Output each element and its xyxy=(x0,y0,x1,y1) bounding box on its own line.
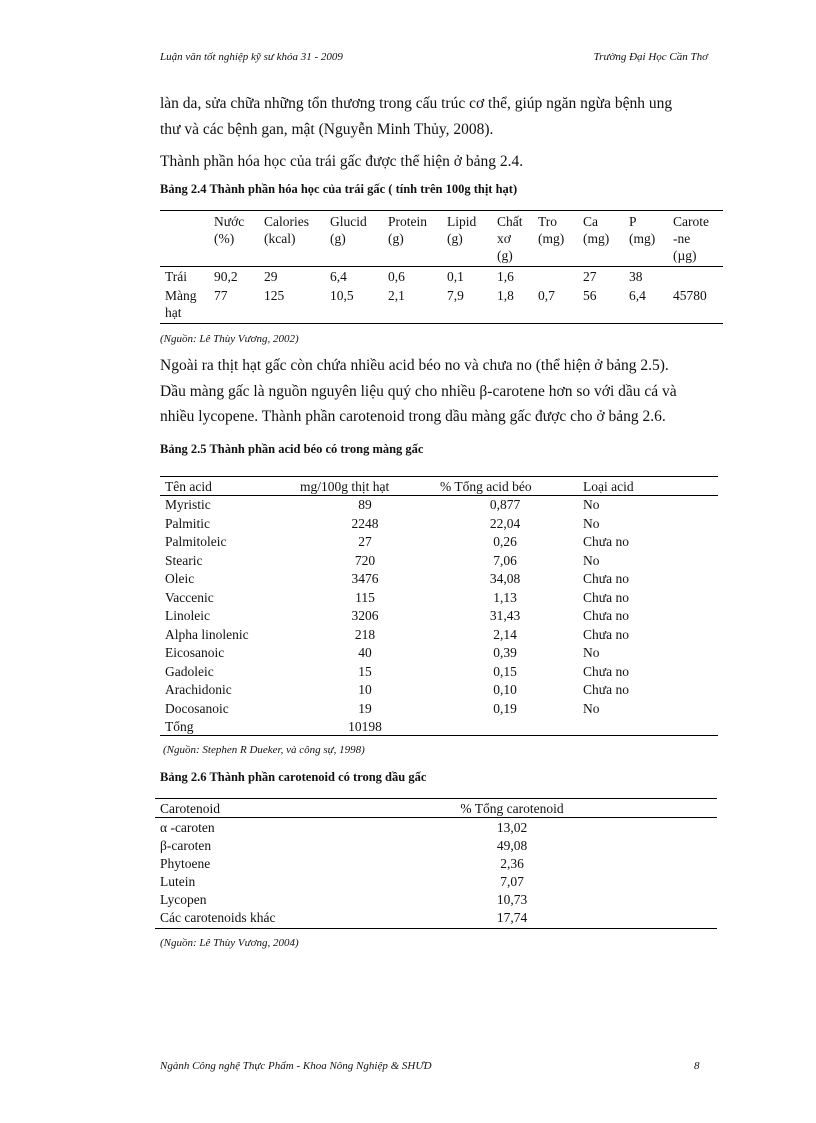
table-cell: 0,6 xyxy=(388,269,405,284)
table-cell: 0,1 xyxy=(447,269,464,284)
table-2-6-bottom-rule xyxy=(155,928,717,929)
table-cell: Chưa no xyxy=(583,571,629,586)
col-header-calories: Calories (kcal) xyxy=(264,214,309,246)
table-row: Oleic xyxy=(165,571,195,586)
intro-line-3: Thành phần hóa học của trái gấc được thể hiện ở bảng 2.4. xyxy=(160,153,524,170)
col-header-protein: Protein (g) xyxy=(388,214,427,246)
table-cell: 7,06 xyxy=(493,552,517,568)
col-header: Carotenoid xyxy=(160,801,220,816)
table-cell: 0,15 xyxy=(493,663,517,679)
header-right: Trường Đại Học Cần Thơ xyxy=(593,51,708,63)
table-cell: 34,08 xyxy=(489,571,521,586)
table-cell: 17,74 xyxy=(496,910,528,925)
table-cell: No xyxy=(583,497,600,512)
table-2-6-source: (Nguồn: Lê Thùy Vương, 2004) xyxy=(160,937,299,949)
table-row: Stearic xyxy=(165,552,203,568)
table-cell: 0,10 xyxy=(493,682,517,697)
table-2-4-bottom-rule xyxy=(160,323,723,324)
col-header: Tên acid xyxy=(165,479,212,494)
col-header-nuoc: Nước (%) xyxy=(214,214,245,246)
table-cell: 29 xyxy=(264,269,278,284)
table-2-5-top-rule xyxy=(160,476,718,477)
table-cell: 2,36 xyxy=(500,856,524,871)
para2-line-3: nhiều lycopene. Thành phần carotenoid trong dầu màng gấc được cho ở bảng 2.6. xyxy=(160,408,666,425)
table-row: α -caroten xyxy=(160,820,215,835)
table-cell: 19 xyxy=(358,700,372,716)
col-header-carotene: Carote -ne (µg) xyxy=(673,214,709,263)
table-2-4-row-name: Màng hạt xyxy=(165,288,197,320)
table-cell: 40 xyxy=(358,645,372,660)
table-cell: No xyxy=(583,552,600,568)
table-cell: Chưa no xyxy=(583,534,629,549)
table-2-5-header-rule xyxy=(160,495,718,496)
col-header: Loại acid xyxy=(583,479,634,494)
table-cell: 125 xyxy=(264,288,285,303)
col-header: % Tổng acid béo xyxy=(440,479,532,494)
table-row: Palmitic xyxy=(165,515,210,531)
table-row-total: Tổng xyxy=(165,719,194,734)
table-cell: Chưa no xyxy=(583,608,629,623)
table-row: Myristic xyxy=(165,497,211,512)
table-row: Phytoene xyxy=(160,856,211,871)
table-2-6-header-rule xyxy=(155,817,717,818)
table-cell: 45780 xyxy=(673,288,707,303)
table-2-5-caption: Bảng 2.5 Thành phần acid béo có trong màng gấc xyxy=(160,442,424,456)
table-row: Lutein xyxy=(160,874,196,889)
table-cell: 7,07 xyxy=(500,874,524,889)
col-header-ca: Ca (mg) xyxy=(583,214,610,246)
table-2-4-top-rule xyxy=(160,210,723,211)
table-2-4-source: (Nguồn: Lê Thùy Vương, 2002) xyxy=(160,333,299,345)
table-cell: 89 xyxy=(358,497,372,512)
table-2-4-row-name: Trái xyxy=(165,269,188,284)
table-row: β-caroten xyxy=(160,838,212,853)
table-row: Palmitoleic xyxy=(165,534,227,549)
table-cell: 0,39 xyxy=(493,645,517,660)
table-cell: 10 xyxy=(358,682,372,697)
para2-line-2: Dầu màng gấc là nguồn nguyên liệu quý cho nhiều β-carotene hơn so với dầu cá và xyxy=(160,383,677,400)
table-cell: 56 xyxy=(583,288,597,303)
table-cell: 218 xyxy=(354,626,376,642)
table-2-5-source: (Nguồn: Stephen R Dueker, và công sự, 1998) xyxy=(163,744,365,756)
table-row: Arachidonic xyxy=(165,682,232,697)
table-cell: 720 xyxy=(354,552,376,568)
table-cell: 13,02 xyxy=(496,820,528,835)
intro-line-2: thư và các bệnh gan, mật (Nguyễn Minh Thủy, 2008). xyxy=(160,121,494,138)
table-row: Vaccenic xyxy=(165,589,214,605)
table-cell: Chưa no xyxy=(583,663,629,679)
table-cell: 0,7 xyxy=(538,288,555,303)
table-cell: 10198 xyxy=(348,719,382,734)
header-left: Luận văn tốt nghiệp kỹ sư khóa 31 - 2009 xyxy=(160,51,343,63)
table-cell: 22,04 xyxy=(489,515,521,531)
col-header-glucid: Glucid (g) xyxy=(330,214,367,246)
col-header-lipid: Lipid (g) xyxy=(447,214,477,246)
table-row: Gadoleic xyxy=(165,663,214,679)
col-header-p: P (mg) xyxy=(629,214,656,246)
table-2-6-caption: Bảng 2.6 Thành phần carotenoid có trong dầu gấc xyxy=(160,770,427,784)
table-cell: 2,1 xyxy=(388,288,405,303)
table-cell: 38 xyxy=(629,269,643,284)
table-row: Eicosanoic xyxy=(165,645,225,660)
table-cell: 115 xyxy=(355,589,375,605)
table-cell: Chưa no xyxy=(583,682,629,697)
table-cell: No xyxy=(583,515,600,531)
table-cell: 1,8 xyxy=(497,288,514,303)
table-cell: 6,4 xyxy=(330,269,347,284)
table-2-6-top-rule xyxy=(155,798,717,799)
para2-line-1: Ngoài ra thịt hạt gấc còn chứa nhiều acid béo no và chưa no (thể hiện ở bảng 2.5). xyxy=(160,357,669,374)
table-row: Alpha linolenic xyxy=(165,626,249,642)
table-2-5-bottom-rule xyxy=(160,735,718,736)
table-2-4-header-rule xyxy=(160,266,723,267)
col-header-tro: Tro (mg) xyxy=(538,214,565,246)
table-cell: 0,19 xyxy=(493,700,517,716)
table-cell: 27 xyxy=(358,534,372,549)
col-header-chatxo: Chất xơ (g) xyxy=(497,214,523,263)
table-cell: 3476 xyxy=(351,571,379,586)
table-cell: 10,73 xyxy=(496,892,528,907)
table-cell: 10,5 xyxy=(330,288,354,303)
table-cell: No xyxy=(583,700,600,716)
col-header: mg/100g thịt hạt xyxy=(300,479,390,494)
table-cell: 3206 xyxy=(351,608,379,623)
table-cell: Chưa no xyxy=(583,626,629,642)
table-cell: 1,13 xyxy=(493,589,517,605)
table-cell: No xyxy=(583,645,600,660)
table-cell: 2,14 xyxy=(493,626,517,642)
table-cell: 7,9 xyxy=(447,288,464,303)
table-cell: 6,4 xyxy=(629,288,646,303)
table-cell: 49,08 xyxy=(496,838,528,853)
table-row: Linoleic xyxy=(165,608,210,623)
table-cell: Chưa no xyxy=(583,589,629,605)
table-2-4-caption: Bảng 2.4 Thành phần hóa học của trái gấc ( tính trên 100g thịt hạt) xyxy=(160,182,518,196)
table-row: Docosanoic xyxy=(165,700,229,716)
table-cell: 0,26 xyxy=(493,534,517,549)
page-number: 8 xyxy=(694,1060,700,1072)
table-row: Các carotenoids khác xyxy=(160,910,276,925)
table-cell: 31,43 xyxy=(489,608,521,623)
col-header: % Tổng carotenoid xyxy=(460,801,564,816)
table-cell: 1,6 xyxy=(497,269,514,284)
table-cell: 27 xyxy=(583,269,597,284)
table-cell: 77 xyxy=(214,288,228,303)
intro-line-1: làn da, sửa chữa những tổn thương trong cấu trúc cơ thể, giúp ngăn ngừa bệnh ung xyxy=(160,95,673,112)
footer-left: Ngành Công nghệ Thực Phẩm - Khoa Nông Nghiệp & SHƯD xyxy=(160,1060,432,1072)
table-cell: 0,877 xyxy=(489,497,521,512)
table-cell: 2248 xyxy=(351,515,379,531)
table-row: Lycopen xyxy=(160,892,207,907)
table-cell: 90,2 xyxy=(214,269,238,284)
table-cell: 15 xyxy=(358,663,372,679)
